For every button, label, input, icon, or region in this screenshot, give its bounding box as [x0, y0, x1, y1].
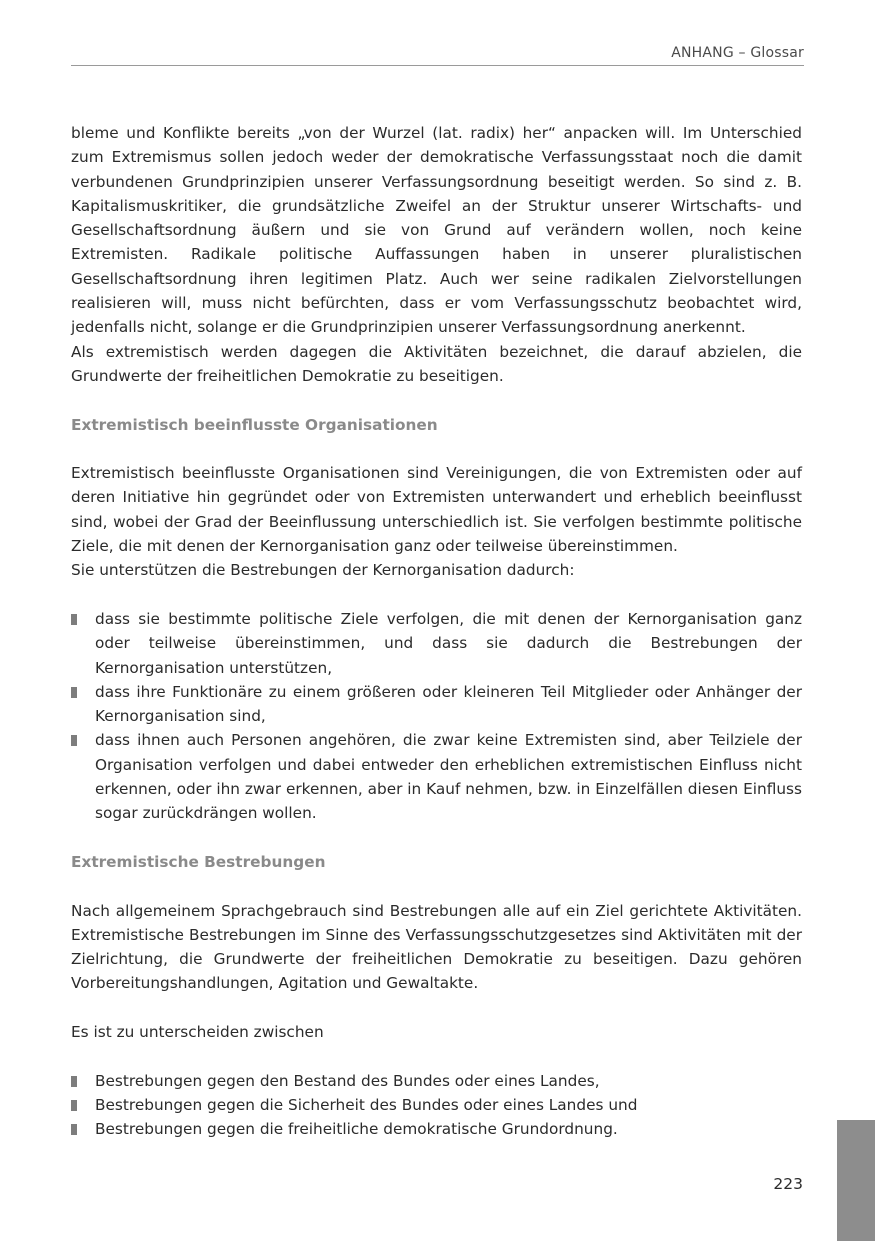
- paragraph: Es ist zu unterscheiden zwischen: [71, 1022, 324, 1041]
- list-item-text: Bestrebungen gegen die freiheitliche demokratische Grundordnung.: [95, 1120, 618, 1139]
- paragraph: Nach allgemeinem Sprachgebrauch sind Bestrebungen alle auf ein Ziel gerichtete Aktivitäten. Extremistische Bestrebungen im Sinne des Verfassungsschutzgesetzes sind Aktivitäten mit der Zielrichtung, die Grundwerte der freiheitlichen Demokratie zu beseitigen. Dazu gehören Vorbereitungshandlungen, Agitation und Gewaltakte.: [71, 901, 802, 993]
- bullet-list: [71, 1069, 802, 1142]
- square-bullet-icon: [71, 1076, 77, 1087]
- page-header: [71, 40, 804, 66]
- bullet-list: [71, 607, 802, 826]
- square-bullet-icon: [71, 687, 77, 698]
- list-item: [71, 1069, 802, 1093]
- square-bullet-icon: [71, 1100, 77, 1111]
- list-item-text: dass ihre Funktionäre zu einem größeren oder kleineren Teil Mitglieder oder Anhänger der Kernorganisation sind,: [95, 682, 802, 726]
- list-item-text: dass ihnen auch Personen angehören, die zwar keine Extremisten sind, aber Teilziele der Organisation verfolgen und dabei entweder den erheblichen extremistischen Einfluss nicht erkennen, oder ihn zwar erkennen, aber in Kauf nehmen, bzw. in Einzelfällen diesen Einfluss sogar zurückdrängen wollen.: [95, 731, 802, 823]
- page-content: [71, 121, 802, 1141]
- side-tab-marker: [837, 1120, 875, 1241]
- paragraph: Sie unterstützen die Bestrebungen der Kernorganisation dadurch:: [71, 561, 575, 580]
- square-bullet-icon: [71, 1124, 77, 1135]
- paragraph: Als extremistisch werden dagegen die Aktivitäten bezeichnet, die darauf abzielen, die Grundwerte der freiheitlichen Demokratie zu beseitigen.: [71, 342, 802, 385]
- square-bullet-icon: [71, 735, 77, 746]
- list-item-text: Bestrebungen gegen die Sicherheit des Bundes oder eines Landes und: [95, 1095, 638, 1114]
- list-item: [71, 1093, 802, 1117]
- list-item: [71, 607, 802, 680]
- paragraph: Extremistisch beeinflusste Organisationen sind Vereinigungen, die von Extremisten oder auf deren Initiative hin gegründet oder von Extremisten unterwandert und erheblich beeinflusst sind, wobei der Grad der Beeinflussung unterschiedlich ist. Sie verfolgen bestimmte politische Ziele, die mit denen der Kernorganisation ganz oder teilweise übereinstimmen.: [71, 464, 802, 556]
- list-item-text: Bestrebungen gegen den Bestand des Bundes oder eines Landes,: [95, 1071, 600, 1090]
- section-heading: Extremistische Bestrebungen: [71, 852, 326, 871]
- page-number: 223: [773, 1175, 803, 1193]
- list-item: [71, 680, 802, 729]
- list-item: [71, 728, 802, 825]
- section-heading: Extremistisch beeinflusste Organisationen: [71, 415, 438, 434]
- header-title: ANHANG – Glossar: [671, 45, 804, 61]
- list-item: [71, 1117, 802, 1141]
- square-bullet-icon: [71, 614, 77, 625]
- paragraph: bleme und Konflikte bereits „von der Wurzel (lat. radix) her“ anpacken will. Im Unterschied zum Extremismus sollen jedoch weder der demokratische Verfassungsstaat noch die damit verbundenen Grundprinzipien unserer Verfassungsordnung beseitigt werden. So sind z. B. Kapitalismuskritiker, die grundsätzliche Zweifel an der Struktur unserer Wirtschafts- und Gesellschaftsordnung äußern und sie von Grund auf verändern wollen, noch keine Extremisten. Radikale politische Auffassungen haben in unserer pluralistischen Gesellschaftsordnung ihren legitimen Platz. Auch wer seine radikalen Zielvorstellungen realisieren will, muss nicht befürchten, dass er vom Verfassungsschutz beobachtet wird, jedenfalls nicht, solange er die Grundprinzipien unserer Verfassungsordnung anerkennt.: [71, 124, 802, 337]
- list-item-text: dass sie bestimmte politische Ziele verfolgen, die mit denen der Kernorganisation ganz oder teilweise übereinstimmen, und dass sie dadurch die Bestrebungen der Kernorganisation unterstützen,: [95, 609, 802, 677]
